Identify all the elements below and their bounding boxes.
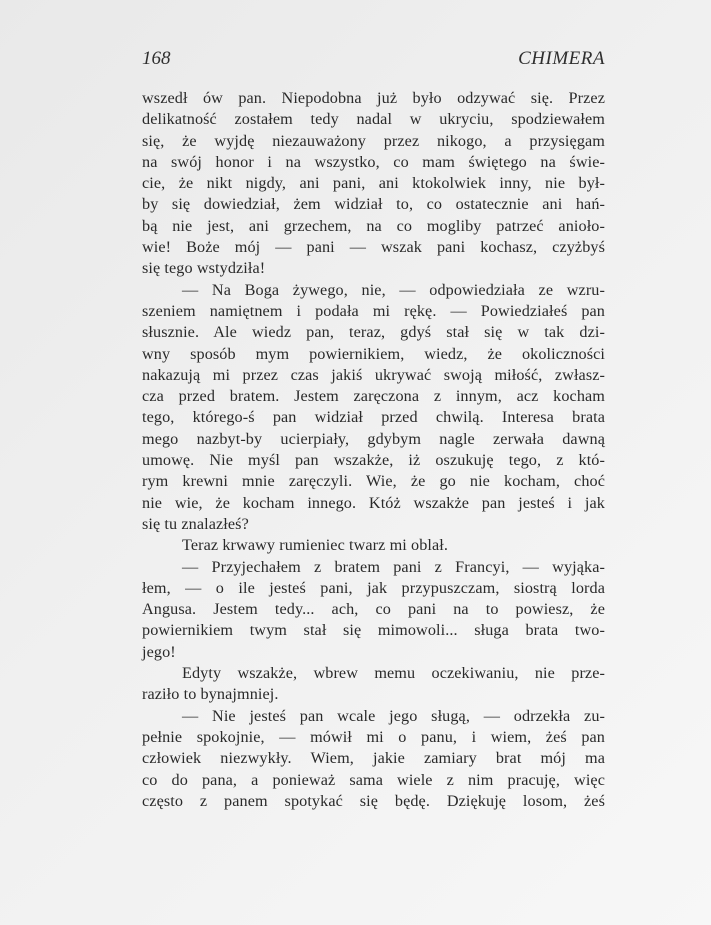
text-line: na swój honor i na wszystko, co mam świętego na świe- <box>142 152 605 171</box>
text-line: raziło to bynajmniej. <box>142 685 279 704</box>
text-line: słusznie. Ale wiedz pan, teraz, gdyś stał się w tak dzi- <box>142 323 605 342</box>
text-line: wszedł ów pan. Niepodobna już było odzywać się. Przez <box>142 89 605 107</box>
text-line: delikatność zostałem tedy nadal w ukryciu, spodziewałem <box>142 110 605 129</box>
text-line: wny sposób mym powiernikiem, wiedz, że okoliczności <box>142 344 605 363</box>
text-line: jego! <box>142 642 176 661</box>
text-line: Edyty wszakże, wbrew memu oczekiwaniu, nie prze- <box>182 664 605 683</box>
running-header <box>142 48 605 72</box>
text-line: się, że wyjdę niezauważony przez nikogo, a przysięgam <box>142 131 605 150</box>
text-line: Angusa. Jestem tedy... ach, co pani na to powiesz, że <box>142 600 605 619</box>
text-line: rym krewni mnie zaręczyli. Wie, że go nie kocham, choć <box>142 472 605 491</box>
body-text <box>142 88 605 812</box>
text-line: mego nazbyt-by ucierpiały, gdybym nagle zerwała dawną <box>142 429 605 448</box>
text-line: nakazują mi przez czas jakiś ukrywać swoją miłość, zwłasz- <box>142 365 605 384</box>
text-line: łem, — o ile jesteś pani, jak przypuszczam, siostrą lorda <box>142 578 605 597</box>
text-line: cie, że nikt nigdy, ani pani, ani ktokolwiek inny, nie był- <box>142 174 605 193</box>
text-line: — Przyjechałem z bratem pani z Francyi, — wyjąka- <box>182 557 605 576</box>
book-title: CHIMERA <box>518 48 605 69</box>
text-line: się tu znalazłeś? <box>142 514 249 533</box>
text-line: nie wie, że kocham innego. Któż wszakże pan jesteś i jak <box>142 493 605 512</box>
text-line: człowiek niezwykły. Wiem, jakie zamiary brat mój ma <box>142 749 605 768</box>
text-line: powiernikiem twym stał się mimowoli... sługa brata two- <box>142 621 605 640</box>
text-line: Teraz krwawy rumieniec twarz mi oblał. <box>182 536 449 555</box>
text-line: bą nie jest, ani grzechem, na co mogliby patrzeć anioło- <box>142 216 605 235</box>
text-line: pełnie spokojnie, — mówił mi o panu, i wiem, żeś pan <box>142 727 605 746</box>
text-line: co do pana, a ponieważ sama wiele z nim pracuję, więc <box>142 770 605 789</box>
text-line: cza przed bratem. Jestem zaręczona z innym, acz kocham <box>142 387 605 406</box>
text-line: wie! Boże mój — pani — wszak pani kochasz, czyżbyś <box>142 238 605 257</box>
text-line: — Na Boga żywego, nie, — odpowiedziała ze wzru- <box>182 280 605 299</box>
text-line: — Nie jesteś pan wcale jego sługą, — odrzekła zu- <box>182 706 605 725</box>
page-number: 168 <box>142 48 171 69</box>
text-line: często z panem spotykać się będę. Dziękuję losom, żeś <box>142 791 605 810</box>
text-line: tego, którego-ś pan widział przed chwilą. Interesa brata <box>142 408 605 427</box>
text-line: umowę. Nie myśl pan wszakże, iż oszukuję tego, z któ- <box>142 451 605 470</box>
text-line: szeniem namiętnem i podała mi rękę. — Powiedziałeś pan <box>142 301 605 320</box>
text-line: się tego wstydziła! <box>142 259 266 278</box>
text-line: by się dowiedział, żem widział to, co ostatecznie ani hań- <box>142 195 605 214</box>
